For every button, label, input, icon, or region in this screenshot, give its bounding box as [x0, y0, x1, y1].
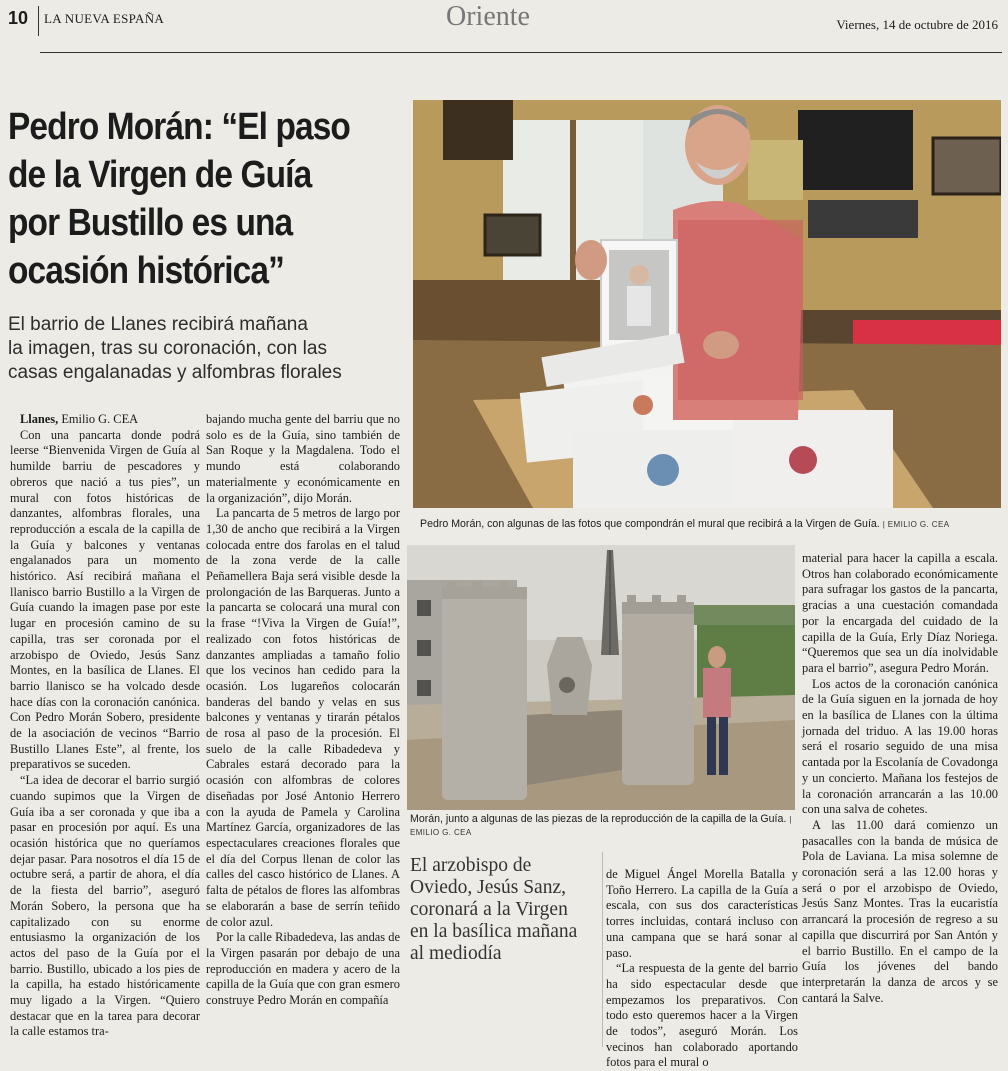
body-paragraph: material para hacer la capilla a escala. Otros han colaborado económicamente para sufragar los gastos de la pancarta, gracias a una cuestación comandada por la encargada del cuidado de la capilla de la Guía, Erly Díaz Noriega. “Queremos que sea un día inolvidable para el barrio”, asegura Pedro Morán.: [802, 551, 998, 675]
body-paragraph: A las 11.00 dará comienzo un pasacalles con la banda de música de Pola de Laviana. La misa solemne de coronación será a las 12.00 horas y será o por el arzobispo de Oviedo, Jesús Sanz Montes. Tras la eucaristía arrancará la procesión de regreso a su capilla que discurrirá por San Antón y el barrio Bustillo. En el campo de la Guía los jóvenes del bando interpretarán la danza de arcos y se cantará la Salve.: [802, 817, 998, 1005]
body-paragraph: bajando mucha gente del barriu que no solo es de la Guía, sino también de San Roque y la Magdalena. Todo el mundo está colaborando materialmente y económicamente en la organización”, dijo Morán.: [206, 412, 400, 505]
byline-place: Llanes,: [20, 412, 59, 426]
column-divider: [602, 852, 603, 1047]
body-paragraph: “La idea de decorar el barrio surgió cuando supimos que la Virgen de Guía iba a ser coronada y que iba a pasar en procesión por aquí. Es una ocasión histórica que no queríamos dejar pasar. Para nosotros el día 15 de octubre será, a partir de ahora, el día de la fiesta del barrio”, aseguró Morán Sobero, la persona que ha capitalizado con su enorme entusiasmo la organización de los actos del paso de la Guía por el barrio. Bustillo, ubicado a los pies de la capilla, ha estado históricamente muy ligado a la Virgen. “Quiero destacar que en la tarea para decorar la calle estamos tra-: [10, 773, 200, 1039]
body-paragraph: Con una pancarta donde podrá leerse “Bienvenida Virgen de Guía al humilde barriu de pescadores y obreros que nació a tus pies”, un mural con fotos históricas de danzantes, alfombras florales, una reproducción a escala de la capilla de la Guía y balcones y ventanas engalanados para un momento histórico. Así recibirá mañana el llanisco barrio Bustillo a la Virgen de Guía cuando la imagen pase por este lugar en procesión camino de su capilla, tras ser coronada por el arzobispo de Oviedo, Jesús Sanz Montes, en la basílica de Llanes. El barrio llanisco se ha volcado desde hace días con la coronación canónica. Con Pedro Morán Sobero, presidente de la asociación de vecinos “Barrio Bustillo Llanes Este”, al frente, los preparativos se suceden.: [10, 427, 200, 772]
body-column-3: [606, 867, 798, 1071]
subhead-line: casas engalanadas y alfombras florales: [8, 362, 342, 383]
photo1-credit: | EMILIO G. CEA: [882, 520, 950, 529]
pull-quote-line: El arzobispo de: [410, 855, 532, 876]
article-subheadline: [8, 313, 408, 385]
photo-pedro-moran-with-photos: [413, 100, 1001, 508]
photo-illustration: [407, 545, 795, 810]
photo2-caption-text: Morán, junto a algunas de las piezas de la reproducción de la capilla de la Guía.: [410, 813, 787, 825]
body-column-4: [802, 551, 998, 1006]
photo1-caption: [420, 518, 1000, 531]
body-paragraph: Los actos de la coronación canónica de la Guía siguen en la jornada de hoy en la basílica de Llanes con la última jornada del triduo. A las 19.00 horas será el rosario seguido de una misa cantada por la Escolanía de Covadonga y un concierto. Mañana los festejos de la coronación arrancarán a las 10.00 con una salva de cohetes.: [802, 676, 998, 817]
headline-line: de la Virgen de Guía: [8, 154, 312, 196]
body-column-1: [10, 412, 200, 1040]
pull-quote-line: Oviedo, Jesús Sanz,: [410, 877, 566, 898]
headline-line: Pedro Morán: “El paso: [8, 106, 350, 148]
page-number: 10: [8, 8, 29, 28]
photo2-caption: [410, 813, 795, 839]
header-rule: [40, 52, 1002, 53]
body-paragraph: La pancarta de 5 metros de largo por 1,30 de ancho que recibirá a la Virgen colocada entre dos farolas en el talud de la zona verde de la calle Peñamellera Baja será visible desde la prolongación de las Barqueras. Junto a la pancarta se colocará una mural con la frase “!Viva la Virgen de Guía!”, realizado con fotos históricas de danzantes ampliadas a tamaño folio que los vecinos han cedido para la ocasión. Los lugareños colocarán banderas del bando y velas en sus balcones y ventanas y tirarán pétalos de rosa al paso de la procesión. El suelo de la calle Ribadedeva y Cabrales estará decorado para la ocasión con alfombras de colores diseñadas por José Antonio Herrero con la ayuda de Pamela y Carolina Martínez García, organizadores de las espectaculares creaciones florales que el día del Corpus llenan de color las calles del casco histórico de Llanes. A falta de pétalos de flores las alfombras se elaborarán a base de serrín teñido de color azul.: [206, 506, 400, 929]
header-divider: [38, 6, 39, 36]
body-paragraph: “La respuesta de la gente del barrio ha sido espectacular desde que empezamos los preparativos. Con todo esto queremos hacer a la Virgen de todos”, aseguró Morán. Los vecinos han colaborado aportando fotos para el mural o: [606, 961, 798, 1070]
body-column-2: [206, 412, 400, 1009]
newspaper-name: LA NUEVA ESPAÑA: [44, 11, 165, 26]
article-headline: [8, 103, 360, 295]
body-paragraph: [10, 412, 200, 428]
photo2-credit: | EMILIO G. CEA: [410, 815, 792, 837]
subhead-line: la imagen, tras su coronación, con las: [8, 338, 327, 359]
body-paragraph: Por la calle Ribadedeva, las andas de la Virgen pasarán por debajo de una reproducción en madera y acero de la capilla de la Guía que con gran esmero construye Pedro Morán en compañía: [206, 930, 400, 1008]
byline-author: Emilio G. CEA: [61, 412, 139, 426]
photo-chapel-replica: [407, 545, 795, 810]
photo-illustration: [413, 100, 1001, 508]
headline-line: por Bustillo es una: [8, 202, 293, 244]
pull-quote: [410, 855, 598, 965]
section-title: Oriente: [446, 1, 530, 32]
pull-quote-line: en la basílica mañana: [410, 921, 578, 942]
photo1-caption-text: Pedro Morán, con algunas de las fotos que compondrán el mural que recibirá a la Virgen de Guía.: [420, 518, 880, 530]
body-paragraph: de Miguel Ángel Morella Batalla y Toño Herrero. La capilla de la Guía a escala, con sus dos características torres incluidas, contará incluso con una campana que se hará sonar al paso.: [606, 867, 798, 960]
issue-date: Viernes, 14 de octubre de 2016: [836, 17, 998, 32]
pull-quote-line: coronará a la Virgen: [410, 899, 568, 920]
pull-quote-line: al mediodía: [410, 943, 502, 964]
subhead-line: El barrio de Llanes recibirá mañana: [8, 314, 308, 335]
headline-line: ocasión histórica”: [8, 250, 284, 292]
